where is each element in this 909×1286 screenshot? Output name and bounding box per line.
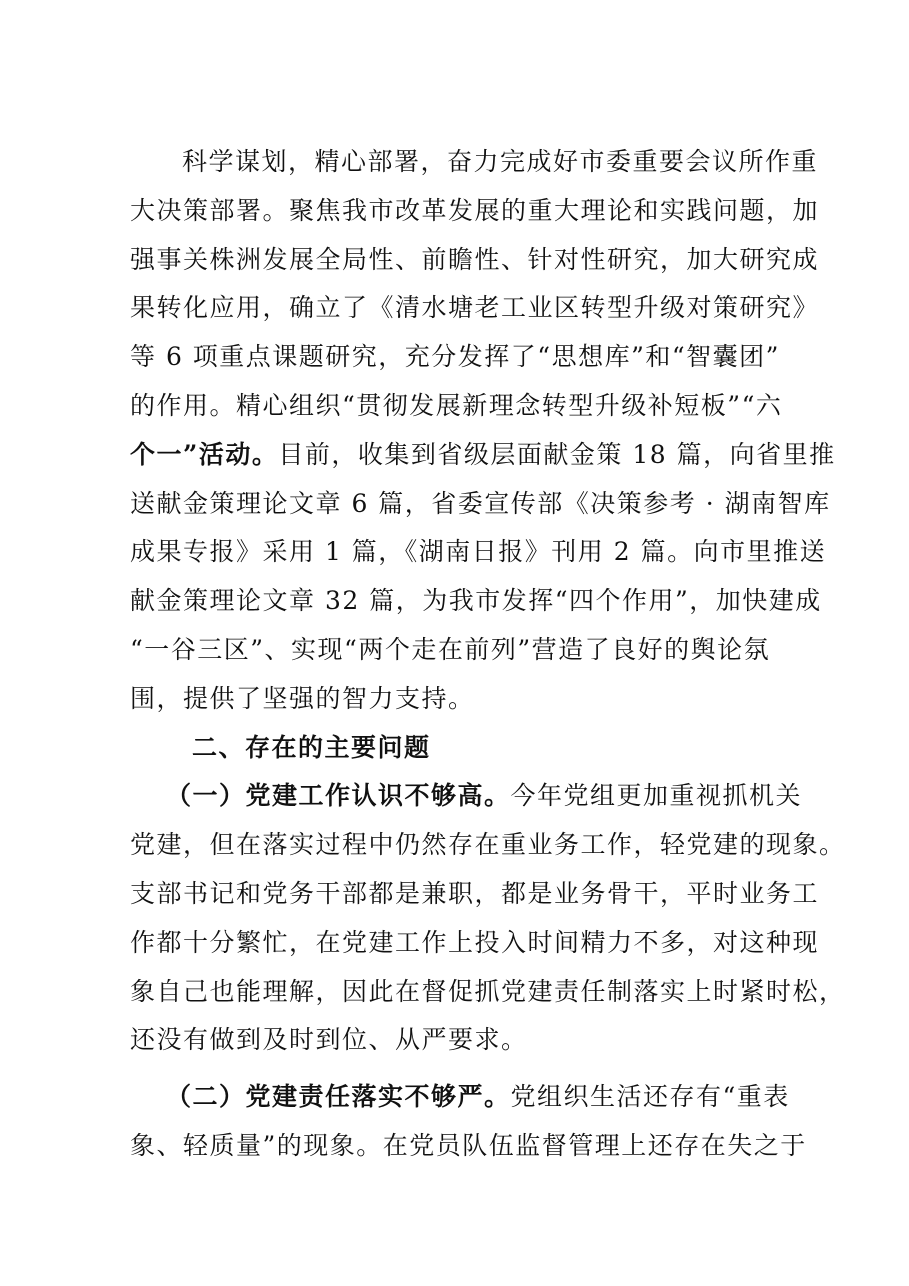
spacer: [130, 1065, 790, 1073]
paragraph-bold-fragment: 个一”活动。: [130, 439, 279, 469]
section-heading: 二、存在的主要问题: [192, 732, 431, 762]
item-line: 象自己也能理解，因此在督促抓党建责任制落实上时紧时松，: [130, 976, 846, 1006]
item-line: 作都十分繁忙，在党建工作上投入时间精力不多，对这种现: [130, 927, 820, 957]
paragraph-line: 送献金策理论文章 6 篇，省委宣传部《决策参考 · 湖南智库: [130, 488, 831, 518]
item-line: 象、轻质量”的现象。在党员队伍监督管理上还存在失之于: [130, 1130, 807, 1160]
paragraph-fragment: 目前，收集到省级层面献金策 18 篇，向省里推: [278, 439, 836, 469]
item-line: 支部书记和党务干部都是兼职，都是业务骨干，平时业务工: [130, 878, 820, 908]
paragraph-line: 的作用。精心组织“贯彻发展新理念转型升级补短板”“六: [130, 390, 783, 420]
paragraph-line: 等 6 项重点课题研究，充分发挥了“思想库”和“智囊团”: [130, 342, 780, 372]
paragraph-line: 果转化应用，确立了《清水塘老工业区转型升级对策研究》: [130, 293, 820, 323]
item-line: [130, 772, 803, 821]
item-text: 今年党组更加重视抓机关: [510, 781, 803, 811]
paragraph-line: [130, 431, 836, 480]
paragraph-line: 献金策理论文章 32 篇，为我市发挥“四个作用”，加快建成: [130, 586, 822, 616]
document-body: [130, 138, 846, 1171]
paragraph-line: 大决策部署。聚焦我市改革发展的重大理论和实践问题，加: [130, 195, 820, 225]
paragraph-line: 科学谋划，精心部署，奋力完成好市委重要会议所作重: [182, 147, 819, 176]
paragraph-line: 围，提供了坚强的智力支持。: [130, 683, 475, 713]
item-text: 党组织生活还存有“重表: [510, 1082, 790, 1112]
item-title: （二）党建责任落实不够严。: [166, 1082, 511, 1112]
paragraph-line: 成果专报》采用 1 篇，《湖南日报》刊用 2 篇。向市里推送: [130, 537, 827, 567]
paragraph-line: 强事关株洲发展全局性、前瞻性、针对性研究，加大研究成: [130, 244, 820, 274]
item-title: （一）党建工作认识不够高。: [166, 781, 511, 811]
item-line: 党建，但在落实过程中仍然存在重业务工作，轻党建的现象。: [130, 830, 846, 860]
item-line: [130, 1073, 790, 1122]
item-line: 还没有做到及时到位、从严要求。: [130, 1025, 528, 1055]
paragraph-line: “一谷三区”、实现“两个走在前列”营造了良好的舆论氛: [130, 634, 771, 664]
